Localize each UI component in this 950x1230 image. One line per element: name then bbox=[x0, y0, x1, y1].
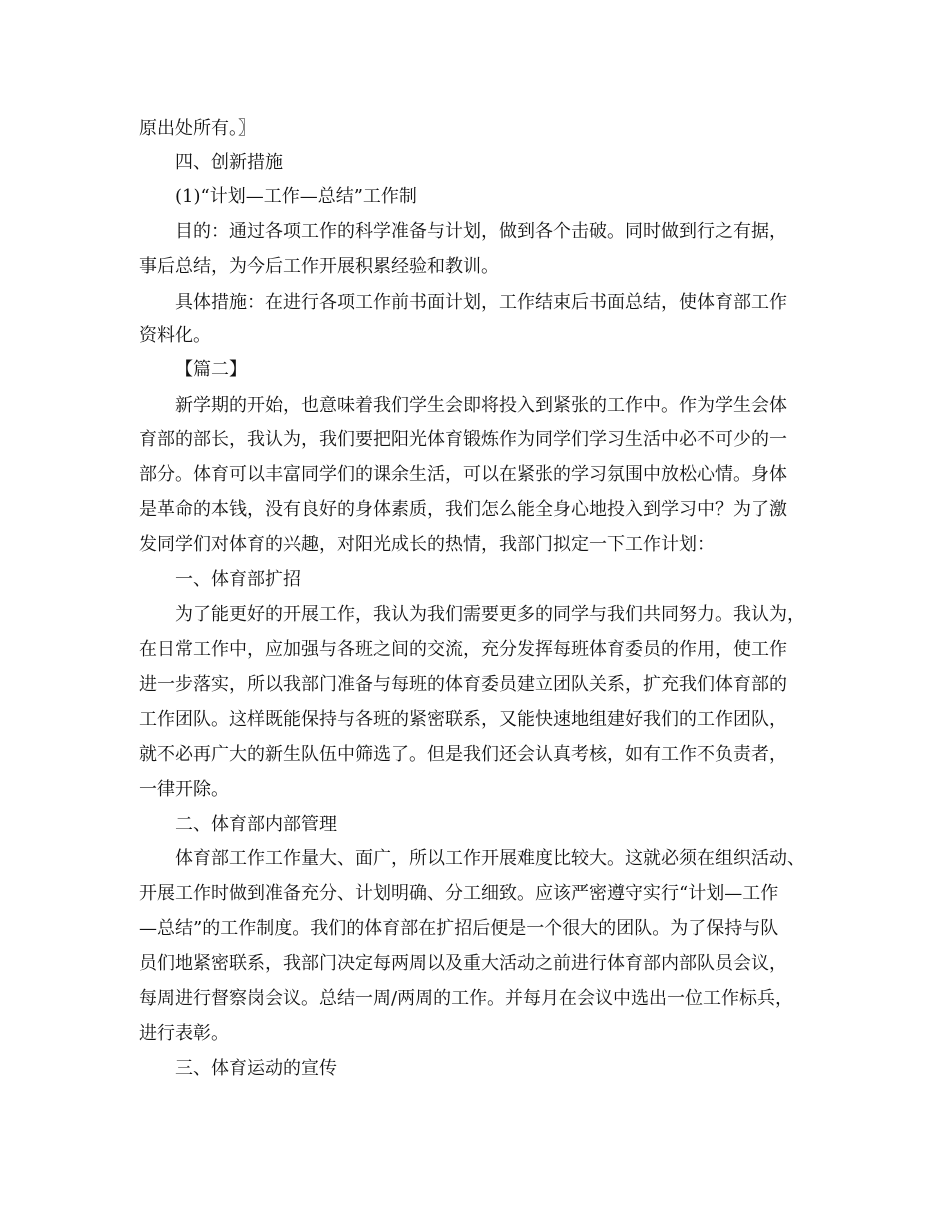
text-line: 在日常工作中，应加强与各班之间的交流，充分发挥每班体育委员的作用，使工作 bbox=[139, 639, 787, 660]
text-line: 工作团队。这样既能保持与各班的紧密联系，又能快速地组建好我们的工作团队， bbox=[139, 709, 787, 730]
text-line: 进一步落实，所以我部门准备与每班的体育委员建立团队关系，扩充我们体育部的 bbox=[139, 674, 787, 695]
text-line: 每周进行督察岗会议。总结一周/两周的工作。并每月在会议中选出一位工作标兵， bbox=[139, 988, 794, 1009]
text-line: 就不必再广大的新生队伍中筛选了。但是我们还会认真考核，如有工作不负责者， bbox=[139, 744, 787, 765]
text-line: 开展工作时做到准备充分、计划明确、分工细致。应该严密遵守实行“计划—工作 bbox=[139, 883, 779, 904]
section-heading: 一、体育部扩招 bbox=[175, 569, 301, 590]
text-line: 具体措施：在进行各项工作前书面计划，工作结束后书面总结，使体育部工作 bbox=[175, 292, 787, 313]
text-line: 为了能更好的开展工作，我认为我们需要更多的同学与我们共同努力。我认为， bbox=[175, 604, 805, 625]
section-heading: 三、体育运动的宣传 bbox=[175, 1058, 337, 1079]
text-line: 进行表彰。 bbox=[139, 1023, 229, 1044]
text-line: 体育部工作工作量大、面广，所以工作开展难度比较大。这就必须在组织活动、 bbox=[175, 848, 805, 869]
subsection-heading: (1)“计划—工作—总结”工作制 bbox=[175, 186, 417, 207]
text-line: 发同学们对体育的兴趣，对阳光成长的热情，我部门拟定一下工作计划： bbox=[139, 534, 715, 555]
text-line: 育部的部长，我认为，我们要把阳光体育锻炼作为同学们学习生活中必不可少的一 bbox=[139, 429, 787, 450]
text-line: 目的：通过各项工作的科学准备与计划，做到各个击破。同时做到行之有据， bbox=[175, 221, 787, 242]
text-line: 原出处所有。〗 bbox=[139, 118, 256, 139]
text-line: 事后总结，为今后工作开展积累经验和教训。 bbox=[139, 256, 499, 277]
part-heading: 【篇二】 bbox=[175, 359, 247, 380]
text-line: 部分。体育可以丰富同学们的课余生活，可以在紧张的学习氛围中放松心情。身体 bbox=[139, 464, 787, 485]
text-line: —总结”的工作制度。我们的体育部在扩招后便是一个很大的团队。为了保持与队 bbox=[139, 918, 779, 939]
text-line: 是革命的本钱，没有良好的身体素质，我们怎么能全身心地投入到学习中？为了激 bbox=[139, 499, 787, 520]
section-heading: 二、体育部内部管理 bbox=[175, 814, 337, 835]
text-line: 一律开除。 bbox=[139, 779, 229, 800]
text-line: 员们地紧密联系，我部门决定每两周以及重大活动之前进行体育部内部队员会议， bbox=[139, 953, 787, 974]
section-heading: 四、创新措施 bbox=[175, 152, 283, 173]
text-line: 资料化。 bbox=[139, 325, 211, 346]
text-line: 新学期的开始，也意味着我们学生会即将投入到紧张的工作中。作为学生会体 bbox=[175, 395, 787, 416]
